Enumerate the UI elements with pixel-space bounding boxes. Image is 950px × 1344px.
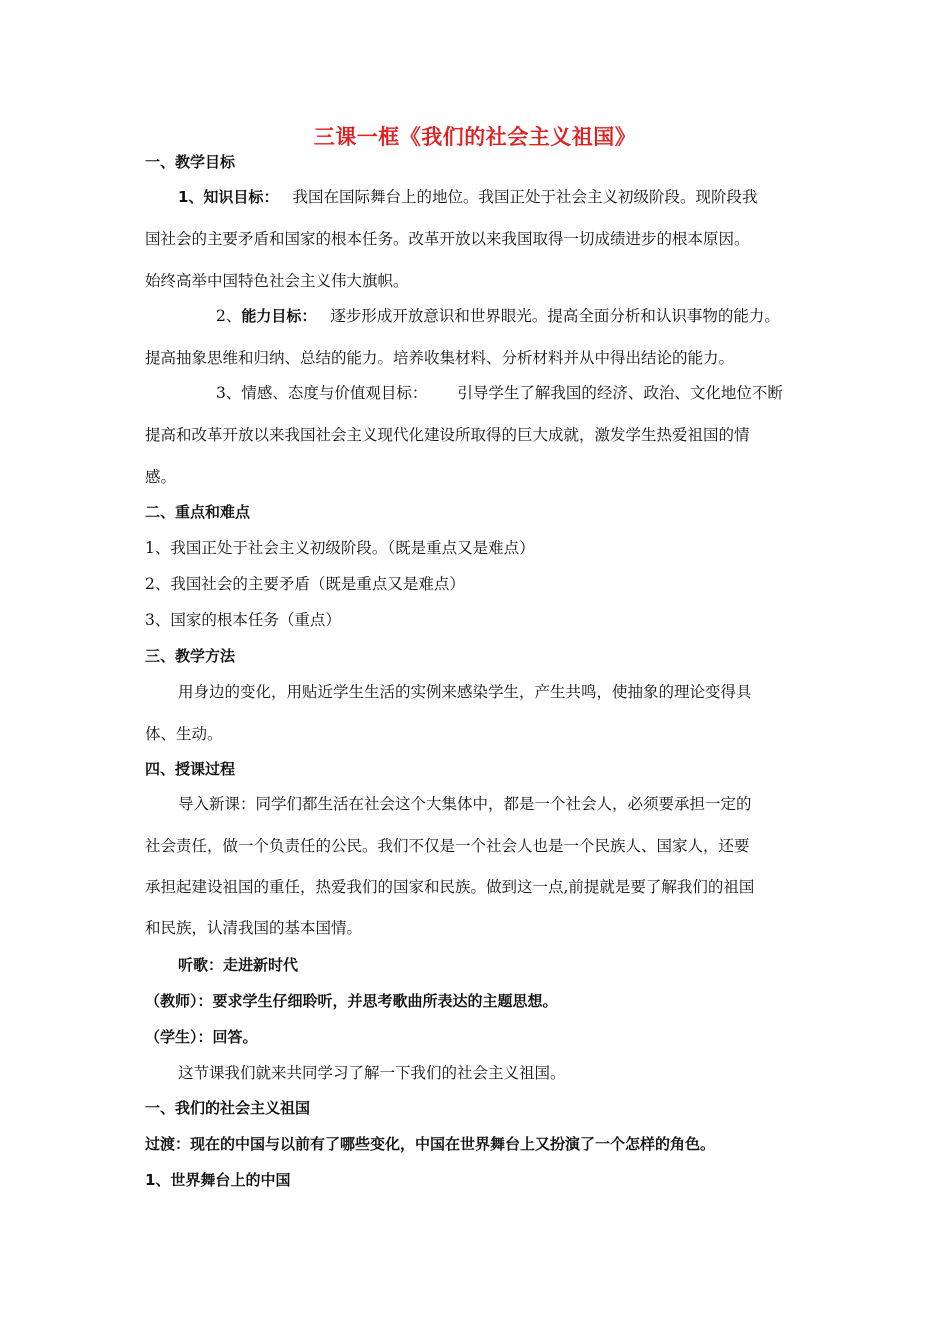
goal-ability-line-1 (216, 306, 780, 326)
section-heading-objectives: 一、教学目标 (145, 153, 236, 171)
intro-line-1: 导入新课：同学们都生活在社会这个大集体中，都是一个社会人，必须要承担一定的 (178, 795, 752, 813)
part-heading-socialist-motherland: 一、我们的社会主义祖国 (145, 1099, 311, 1117)
method-line-2: 体、生动。 (145, 725, 223, 743)
keypoint-3: 3、国家的根本任务（重点） (145, 611, 341, 629)
lesson-line: 这节课我们就来共同学习了解一下我们的社会主义祖国。 (178, 1064, 566, 1082)
document-title: 三课一框《我们的社会主义祖国》 (313, 125, 637, 149)
subheading-china-world-stage: 1、世界舞台上的中国 (145, 1171, 291, 1189)
goal-emotion-line-2: 提高和改革开放以来我国社会主义现代化建设所取得的巨大成就，激发学生热爱祖国的情 (145, 426, 750, 444)
goal-ability-number: 2、 (216, 307, 242, 325)
method-line-1: 用身边的变化，用贴近学生生活的实例来感染学生，产生共鸣，使抽象的理论变得具 (178, 683, 752, 701)
intro-line-2: 社会责任，做一个负责任的公民。我们不仅是一个社会人也是一个民族人、国家人，还要 (145, 837, 750, 855)
goal-knowledge-line-3: 始终高举中国特色社会主义伟大旗帜。 (145, 272, 409, 290)
intro-line-3: 承担起建设祖国的重任，热爱我们的国家和民族。做到这一点,前提就是要了解我们的祖国 (145, 878, 755, 896)
goal-emotion-line-3: 感。 (145, 468, 177, 486)
song-line: 听歌：走进新时代 (178, 956, 299, 974)
goal-knowledge-label: 1、知识目标： (178, 188, 279, 206)
section-heading-process: 四、授课过程 (145, 760, 236, 778)
keypoint-1: 1、我国正处于社会主义初级阶段。（既是重点又是难点） (145, 539, 535, 557)
keypoint-2: 2、我国社会的主要矛盾（既是重点又是难点） (145, 575, 465, 593)
goal-ability-label: 能力目标： (241, 307, 317, 325)
goal-emotion-line-1 (216, 383, 783, 403)
section-heading-keypoints: 二、重点和难点 (145, 503, 251, 521)
goal-knowledge-line-2: 国社会的主要矛盾和国家的根本任务。改革开放以来我国取得一切成绩进步的根本原因。 (145, 230, 750, 248)
goal-emotion-text: 引导学生了解我国的经济、政治、文化地位不断 (457, 384, 783, 402)
goal-ability-text: 逐步形成开放意识和世界眼光。提高全面分析和认识事物的能力。 (330, 307, 780, 325)
intro-line-4: 和民族，认清我国的基本国情。 (145, 919, 363, 937)
goal-knowledge-line-1 (178, 187, 757, 207)
goal-ability-line-2: 提高抽象思维和归纳、总结的能力。培养收集材料、分析材料并从中得出结论的能力。 (145, 349, 735, 367)
student-line: （学生）：回答。 (145, 1028, 258, 1046)
section-heading-methods: 三、教学方法 (145, 647, 236, 665)
teacher-line: （教师）：要求学生仔细聆听，并思考歌曲所表达的主题思想。 (145, 992, 558, 1010)
goal-knowledge-text: 我国在国际舞台上的地位。我国正处于社会主义初级阶段。现阶段我 (292, 188, 758, 206)
goal-emotion-label: 3、情感、态度与价值观目标： (216, 384, 428, 402)
transition-line: 过渡：现在的中国与以前有了哪些变化，中国在世界舞台上又扮演了一个怎样的角色。 (145, 1135, 716, 1153)
